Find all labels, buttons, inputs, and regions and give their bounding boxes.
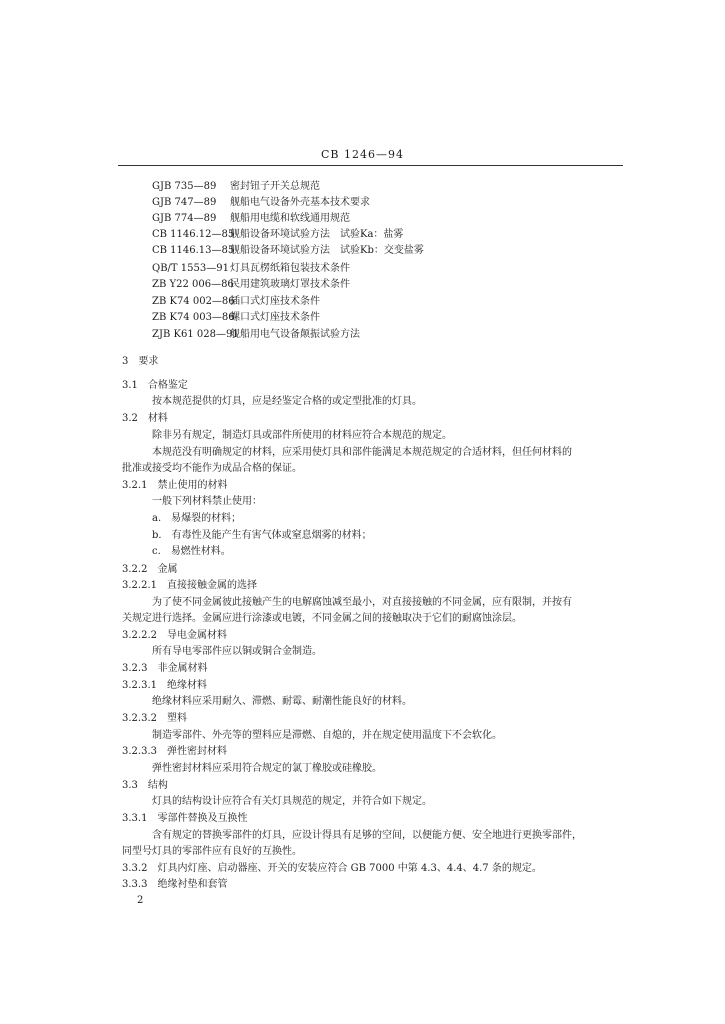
ref-item	[152, 180, 320, 194]
section-heading: 3 要求	[122, 356, 159, 367]
paragraph-line: 批准或接受均不能作为成品合格的保证。	[122, 463, 302, 474]
clause-heading: 3.2.2.2 导电金属材料	[122, 630, 227, 641]
clause-heading: 3.3.1 零部件替换及互换性	[122, 813, 248, 824]
paragraph-line: 制造零部件、外壳等的塑料应是滞燃、自熄的，并在规定使用温度下不会软化。	[152, 730, 502, 741]
clause-heading: 3.3.3 绝缘衬垫和套管	[122, 879, 228, 890]
ref-code: ZB K74 003—86	[152, 312, 235, 323]
clause-heading: 3.2.2.1 直接接触金属的选择	[122, 580, 257, 591]
ref-item	[152, 212, 350, 226]
ref-title: 密封钮子开关总规范	[230, 181, 320, 192]
paragraph-line: 本规范没有明确规定的材料，应采用使灯具和部件能满足本规范规定的合适材料，但任何材料的	[152, 447, 572, 458]
ref-item	[152, 262, 350, 276]
clause-heading: 3.2 材料	[122, 413, 168, 424]
paragraph-line: 一般下列材料禁止使用：	[152, 496, 262, 507]
ref-title: 插口式灯座技术条件	[230, 296, 320, 307]
ref-item	[152, 278, 350, 292]
clause-heading: 3.2.3 非金属材料	[122, 663, 208, 674]
paragraph-line: 含有规定的替换零部件的灯具，应设计得具有足够的空间，以便能方便、安全地进行更换零部件，	[152, 830, 582, 841]
ref-title: 舰船设备环境试验方法 试验Ka：盐雾	[230, 229, 404, 240]
clause-heading: 3.2.2 金属	[122, 564, 178, 575]
ref-title: 舰船电气设备外壳基本技术要求	[230, 197, 370, 208]
ref-item	[152, 328, 360, 342]
ref-code: ZB K74 002—86	[152, 296, 235, 307]
paragraph-line: 绝缘材料应采用耐久、滞燃、耐霉、耐潮性能良好的材料。	[152, 696, 412, 707]
ref-code: CB 1146.12—85	[152, 229, 235, 240]
document-code-header: CB 1246—94	[321, 148, 404, 161]
page-number: 2	[137, 895, 144, 906]
ref-code: GJB 747—89	[152, 197, 217, 208]
clause-heading: 3.2.3.3 弹性密封材料	[122, 746, 227, 757]
paragraph-line: 按本规范提供的灯具，应是经鉴定合格的或定型批准的灯具。	[152, 396, 422, 407]
ref-title: 舰船用电缆和软线通用规范	[230, 213, 350, 224]
clause-heading: 3.3 结构	[122, 780, 168, 791]
list-item: c. 易燃性材料。	[152, 546, 231, 557]
ref-item	[152, 196, 370, 210]
paragraph-line: 同型号灯具的零部件应有良好的互换性。	[122, 846, 302, 857]
ref-code: GJB 735—89	[152, 181, 217, 192]
paragraph-line: 灯具的结构设计应符合有关灯具规范的规定，并符合如下规定。	[152, 796, 432, 807]
paragraph-line: 关规定进行选择。金属应进行涂漆或电镀，不同金属之间的接触取决于它们的耐腐蚀涂层。	[122, 613, 522, 624]
clause-heading: 3.3.2 灯具内灯座、启动器座、开关的安装应符合 GB 7000 中第 4.3、4.4、4.7 条的规定。	[122, 863, 542, 874]
ref-title: 灯具瓦楞纸箱包装技术条件	[230, 263, 350, 274]
ref-title: 舰船用电气设备颠振试验方法	[230, 329, 360, 340]
paragraph-line: 弹性密封材料应采用符合规定的氯丁橡胶或硅橡胶。	[152, 763, 382, 774]
list-item: a. 易爆裂的材料；	[152, 513, 242, 524]
ref-code: QB/T 1553—91	[152, 263, 229, 274]
paragraph-line: 所有导电零部件应以铜或铜合金制造。	[152, 646, 322, 657]
header-rule	[118, 165, 623, 166]
ref-item	[152, 311, 320, 325]
ref-item	[152, 244, 424, 258]
clause-heading: 3.2.1 禁止使用的材料	[122, 480, 228, 491]
ref-code: GJB 774—89	[152, 213, 217, 224]
ref-item	[152, 228, 403, 242]
ref-title: 螺口式灯座技术条件	[230, 312, 320, 323]
paragraph-line: 为了使不同金属彼此接触产生的电解腐蚀减至最小，对直接接触的不同金属，应有限制，并按有	[152, 597, 572, 608]
ref-title: 舰船设备环境试验方法 试验Kb：交变盐雾	[230, 245, 424, 256]
clause-heading: 3.2.3.1 绝缘材料	[122, 680, 207, 691]
ref-item	[152, 295, 320, 309]
ref-title: 民用建筑玻璃灯罩技术条件	[230, 279, 350, 290]
ref-code: ZJB K61 028—91	[152, 329, 239, 340]
clause-heading: 3.2.3.2 塑料	[122, 713, 187, 724]
clause-heading: 3.1 合格鉴定	[122, 380, 188, 391]
ref-code: CB 1146.13—85	[152, 245, 235, 256]
paragraph-line: 除非另有规定，制造灯具或部件所使用的材料应符合本规范的规定。	[152, 430, 452, 441]
list-item: b. 有毒性及能产生有害气体或窒息烟雾的材料；	[152, 530, 372, 541]
ref-code: ZB Y22 006—86	[152, 279, 234, 290]
